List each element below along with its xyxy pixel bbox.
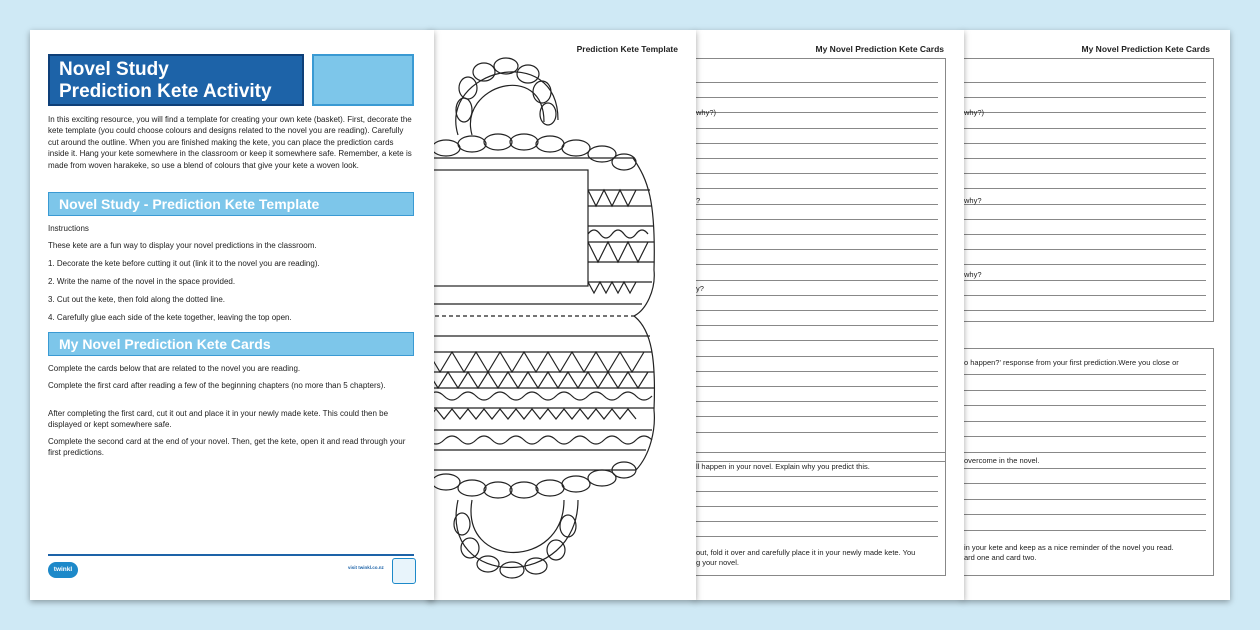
- writing-line: [962, 310, 1206, 311]
- section-banner-template: Novel Study - Prediction Kete Template: [48, 192, 414, 216]
- instruction-step: 3. Cut out the kete, then fold along the dotted line.: [48, 295, 226, 304]
- cards-paragraph: Complete the first card after reading a few of the beginning chapters (no more than 5 chapters).: [48, 381, 386, 390]
- document-page-4: [962, 30, 1230, 600]
- writing-line: [694, 173, 938, 174]
- writing-line: [962, 499, 1206, 500]
- twinkl-logo: twinkl: [48, 562, 78, 578]
- writing-line: [962, 234, 1206, 235]
- writing-line: [962, 421, 1206, 422]
- instructions-label: Instructions: [48, 224, 89, 233]
- writing-line: [694, 325, 938, 326]
- instruction-step: 2. Write the name of the novel in the space provided.: [48, 277, 236, 286]
- writing-line: [694, 128, 938, 129]
- writing-line: [694, 158, 938, 159]
- badge-icon: [392, 558, 416, 584]
- cards-paragraph: Complete the second card at the end of your novel. Then, get the kete, open it and read through your first predictions.: [48, 437, 406, 457]
- question-text: o happen?' response from your first prediction.Were you close or: [964, 358, 1179, 367]
- writing-line: [694, 97, 938, 98]
- writing-line: [694, 432, 938, 433]
- cards-paragraph: Complete the cards below that are related to the novel you are reading.: [48, 364, 301, 373]
- writing-line: [962, 280, 1206, 281]
- question-text: ll happen in your novel. Explain why you predict this.: [696, 462, 870, 471]
- writing-line: [694, 491, 938, 492]
- writing-line: [694, 356, 938, 357]
- writing-line: [962, 173, 1206, 174]
- writing-line: [694, 476, 938, 477]
- writing-line: [962, 514, 1206, 515]
- writing-line: [694, 188, 938, 189]
- writing-line: [694, 506, 938, 507]
- writing-line: [694, 112, 938, 113]
- section-banner-cards: My Novel Prediction Kete Cards: [48, 332, 414, 356]
- question-text: why?): [696, 108, 717, 117]
- footer-website: visit twinkl.co.nz: [348, 565, 384, 570]
- question-text: ard one and card two.: [964, 553, 1037, 562]
- instruction-step: 1. Decorate the kete before cutting it out (link it to the novel you are reading).: [48, 259, 320, 268]
- writing-line: [962, 436, 1206, 437]
- question-text: y?: [696, 284, 704, 293]
- page-title: My Novel Prediction Kete Cards: [815, 44, 944, 54]
- writing-line: [962, 158, 1206, 159]
- writing-line: [694, 416, 938, 417]
- cards-paragraph: After completing the first card, cut it out and place it in your newly made kete. This could then be displayed or kept somewhere safe.: [48, 409, 389, 429]
- writing-line: [962, 390, 1206, 391]
- writing-line: [694, 82, 938, 83]
- writing-line: [694, 310, 938, 311]
- question-text: ?: [696, 196, 701, 205]
- writing-line: [962, 264, 1206, 265]
- writing-line: [962, 483, 1206, 484]
- document-page-3: [694, 30, 964, 600]
- writing-line: [694, 264, 938, 265]
- writing-line: [962, 112, 1206, 113]
- writing-line: [694, 386, 938, 387]
- writing-line: [962, 468, 1206, 469]
- writing-line: [694, 234, 938, 235]
- writing-line: [694, 371, 938, 372]
- page-header: [48, 54, 304, 106]
- writing-line: [694, 536, 938, 537]
- writing-line: [694, 143, 938, 144]
- writing-line: [694, 249, 938, 250]
- top-handle-braid: [456, 58, 556, 125]
- footer-rule: [48, 554, 414, 556]
- intro-paragraph: In this exciting resource, you will find a template for creating your own kete (basket). First, decorate the kete template (you could choose colours and designs related to the novel you are reading). Carefully cut around the outline. When you are finished making the kete, you can place the prediction cards inside it. Hang your kete somewhere in the classroom or keep it somewhere safe. Remember, a kete is made from woven harakeke, so use a blend of colours that give your kete a woven look.: [48, 115, 412, 170]
- writing-line: [694, 401, 938, 402]
- writing-line: [962, 128, 1206, 129]
- page-title: Prediction Kete Template: [576, 44, 678, 54]
- writing-line: [962, 219, 1206, 220]
- question-text: why?): [964, 108, 985, 117]
- top-rim-braid: [432, 134, 636, 170]
- writing-line: [962, 143, 1206, 144]
- question-text: out, fold it over and carefully place it in your newly made kete. You: [696, 548, 916, 557]
- question-text: overcome in the novel.: [964, 456, 1040, 465]
- question-text: in your kete and keep as a nice reminder of the novel you read.: [964, 543, 1174, 552]
- writing-line: [962, 97, 1206, 98]
- writing-line: [962, 405, 1206, 406]
- document-page-2: [428, 30, 696, 600]
- document-page-1: [30, 30, 434, 600]
- writing-line: [694, 204, 938, 205]
- writing-line: [962, 452, 1206, 453]
- novel-name-box: [428, 170, 588, 286]
- writing-line: [962, 249, 1206, 250]
- instruction-step: 4. Carefully glue each side of the kete together, leaving the top open.: [48, 313, 292, 322]
- question-text: why?: [964, 270, 982, 279]
- question-text: why?: [964, 196, 982, 205]
- writing-line: [694, 340, 938, 341]
- writing-line: [694, 280, 938, 281]
- question-text: g your novel.: [696, 558, 739, 567]
- header-title-line-1: Novel Study: [59, 59, 169, 80]
- writing-line: [962, 295, 1206, 296]
- instructions-lead: These kete are a fun way to display your novel predictions in the classroom.: [48, 241, 317, 250]
- writing-line: [962, 530, 1206, 531]
- writing-line: [694, 219, 938, 220]
- bottom-rim-braid: [432, 462, 636, 498]
- page-title: My Novel Prediction Kete Cards: [1081, 44, 1210, 54]
- header-title-line-2: Prediction Kete Activity: [59, 81, 272, 102]
- writing-line: [694, 295, 938, 296]
- writing-line: [962, 188, 1206, 189]
- writing-line: [962, 374, 1206, 375]
- writing-line: [694, 521, 938, 522]
- kete-template-drawing: [428, 30, 696, 600]
- writing-line: [962, 204, 1206, 205]
- writing-line: [962, 82, 1206, 83]
- header-accent-box: [312, 54, 414, 106]
